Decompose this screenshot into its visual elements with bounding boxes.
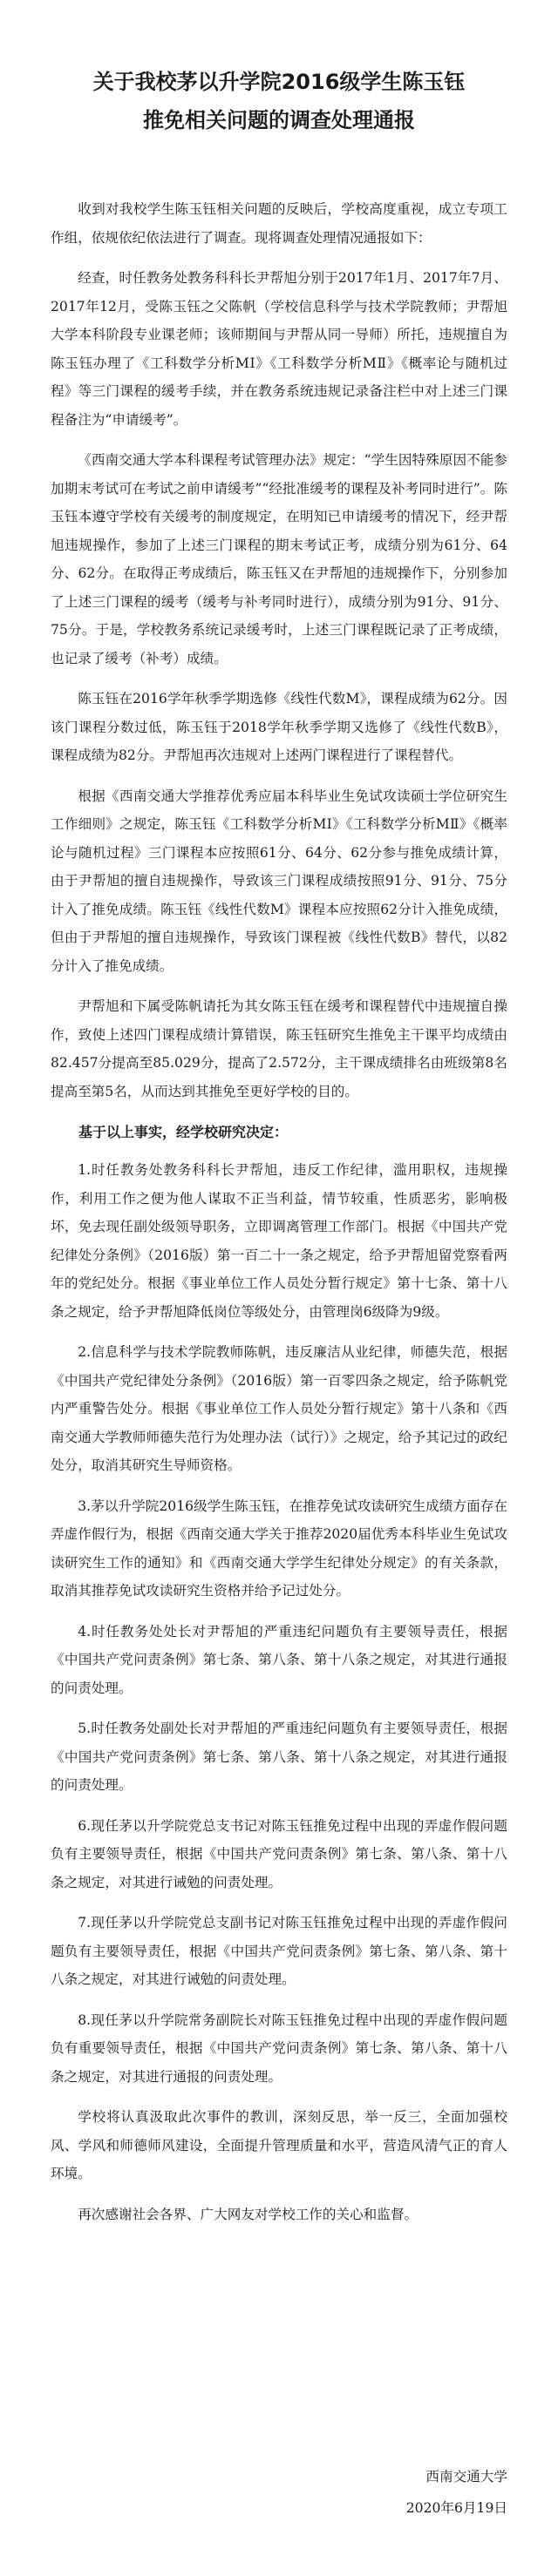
finding-paragraph-5: 尹帮旭和下属受陈帆请托为其女陈玉钰在缓考和课程替代中违规擅自操作，致使上述四门课程成绩计算错误，陈玉钰研究生推免主干课平均成绩由82.457分提高至85.029分，提高了2.572分，主干课成绩排名由班级第8名提高至第5名，从而达到其推免至更好学校的目的。: [51, 998, 507, 1099]
decision-heading: 基于以上事实，经学校研究决定：: [78, 1124, 289, 1140]
decision-item-6: 6.现任茅以升学院党总支书记对陈玉钰推免过程中出现的弄虚作假问题负有主要领导责任，根据《中国共产党问责条例》第七条、第八条、第十八条之规定，对其进行诫勉的问责处理。: [51, 1817, 507, 1890]
intro-paragraph: 收到对我校学生陈玉钰相关问题的反映后，学校高度重视，成立专项工作组，依规依纪依法进行了调查。现将调查处理情况通报如下：: [51, 201, 507, 246]
finding-paragraph-1: 经查，时任教务处教务科科长尹帮旭分别于2017年1月、2017年7月、2017年12月，受陈玉钰之父陈帆（学校信息科学与技术学院教师；尹帮旭大学本科阶段专业课老师；该师期间与尹帮从同一导师）所托，违规擅自为陈玉钰办理了《工科数学分析MⅠ》《工科数学分析MⅡ》《概率论与随机过程》等三门课程的缓考手续，并在教务系统违规记录备注栏中对上述三门课程备注为“申请缓考”。: [51, 270, 507, 428]
title-line-2: 推免相关问题的调查处理通报: [143, 108, 415, 132]
closing-paragraph-1: 学校将认真汲取此次事件的教训，深刻反思，举一反三，全面加强校风、学风和师德师风建设，全面提升管理质量和水平，营造风清气正的育人环境。: [51, 2109, 507, 2181]
decision-item-4: 4.时任教务处处长对尹帮旭的严重违纪问题负有主要领导责任，根据《中国共产党问责条例》第七条、第八条、第十八条之规定，对其进行通报的问责处理。: [51, 1623, 507, 1696]
finding-paragraph-3: 陈玉钰在2016学年秋季学期选修《线性代数M》，课程成绩为62分。因该门课程分数过低，陈玉钰于2018学年秋季学期又选修了《线性代数B》，课程成绩为82分。尹帮旭再次违规对上述两门课程进行了课程替代。: [51, 691, 507, 763]
page-title: [51, 63, 507, 139]
title-line-1: 关于我校茅以升学院2016级学生陈玉钰: [92, 70, 466, 94]
decision-item-5: 5.时任教务处副处长对尹帮旭的严重违纪问题负有主要领导责任，根据《中国共产党问责条例》第七条、第八条、第十八条之规定，对其进行通报的问责处理。: [51, 1721, 507, 1793]
decision-item-3: 3.茅以升学院2016级学生陈玉钰，在推荐免试攻读研究生成绩方面存在弄虚作假行为，根据《西南交通大学关于推荐2020届优秀本科毕业生免试攻读研究生工作的通知》和《西南交通大学学生纪律处分规定》的有关条款，取消其推荐免试攻读研究生资格并给予记过处分。: [51, 1498, 507, 1599]
signature-date: 2020年6月19日: [405, 2500, 507, 2516]
signature-org: 西南交通大学: [425, 2469, 507, 2485]
finding-paragraph-2: 《西南交通大学本科课程考试管理办法》规定：“学生因特殊原因不能参加期末考试可在考试之前申请缓考”“经批准缓考的课程及补考同时进行”。陈玉钰本遵守学校有关缓考的制度规定，在明知已申请缓考的情况下，经尹帮旭违规操作，参加了上述三门课程的期末考试正考，成绩分别为61分、64分、62分。在取得正考成绩后，陈玉钰又在尹帮旭的违规操作下，分别参加了上述三门课程的缓考（缓考与补考同时进行），成绩分别为91分、91分、75分。于是，学校教务系统记录缓考时，上述三门课程既记录了正考成绩，也记录了缓考（补考）成绩。: [51, 452, 507, 666]
decision-item-8: 8.现任茅以升学院常务副院长对陈玉钰推免过程中出现的弄虚作假问题负有重要领导责任，根据《中国共产党问责条例》第七条、第八条、第十八条之规定，对其进行通报的问责处理。: [51, 2011, 507, 2085]
finding-paragraph-4: 根据《西南交通大学推荐优秀应届本科毕业生免试攻读硕士学位研究生工作细则》之规定，陈玉钰《工科数学分析MⅠ》《工科数学分析MⅡ》《概率论与随机过程》三门课程本应按照61分、64分、62分参与推免成绩计算，由于尹帮旭的擅自违规操作，导致该三门课程成绩按照91分、91分、75分计入了推免成绩。陈玉钰《线性代数M》课程本应按照62分计入推免成绩，但由于尹帮旭的擅自违规操作，导致该门课程被《线性代数B》替代，以82分计入了推免成绩。: [51, 788, 507, 974]
decision-item-7: 7.现任茅以升学院党总支副书记对陈玉钰推免过程中出现的弄虚作假问题负有主要领导责任，根据《中国共产党问责条例》第七条、第八条、第十八条之规定，对其进行诫勉的问责处理。: [51, 1915, 507, 1987]
closing-paragraph-2: 再次感谢社会各界、广大网友对学校工作的关心和监督。: [78, 2206, 418, 2222]
decision-item-1: 1.时任教务处教务科科长尹帮旭，违反工作纪律，滥用职权，违规操作，利用工作之便为他人谋取不正当利益，情节较重，性质恶劣，影响极坏，免去现任副处级领导职务，立即调离管理工作部门。根据《中国共产党纪律处分条例》（2016版）第一百二十一条之规定，给予尹帮旭留党察看两年的党纪处分。根据《事业单位工作人员处分暂行规定》第十七条、第十八条之规定，给予尹帮旭降低岗位等级处分，由管理岗6级降为9级。: [51, 1162, 507, 1320]
signature-block: [406, 2461, 507, 2524]
decision-item-2: 2.信息科学与技术学院教师陈帆，违反廉洁从业纪律，师德失范，根据《中国共产党纪律处分条例》（2016版）第一百零四条之规定，给予陈帆党内严重警告处分。根据《事业单位工作人员处分暂行规定》第十八条和《西南交通大学教师师德失范行为处理办法（试行）》之规定，给予其记过的政纪处分，取消其研究生导师资格。: [51, 1344, 507, 1473]
